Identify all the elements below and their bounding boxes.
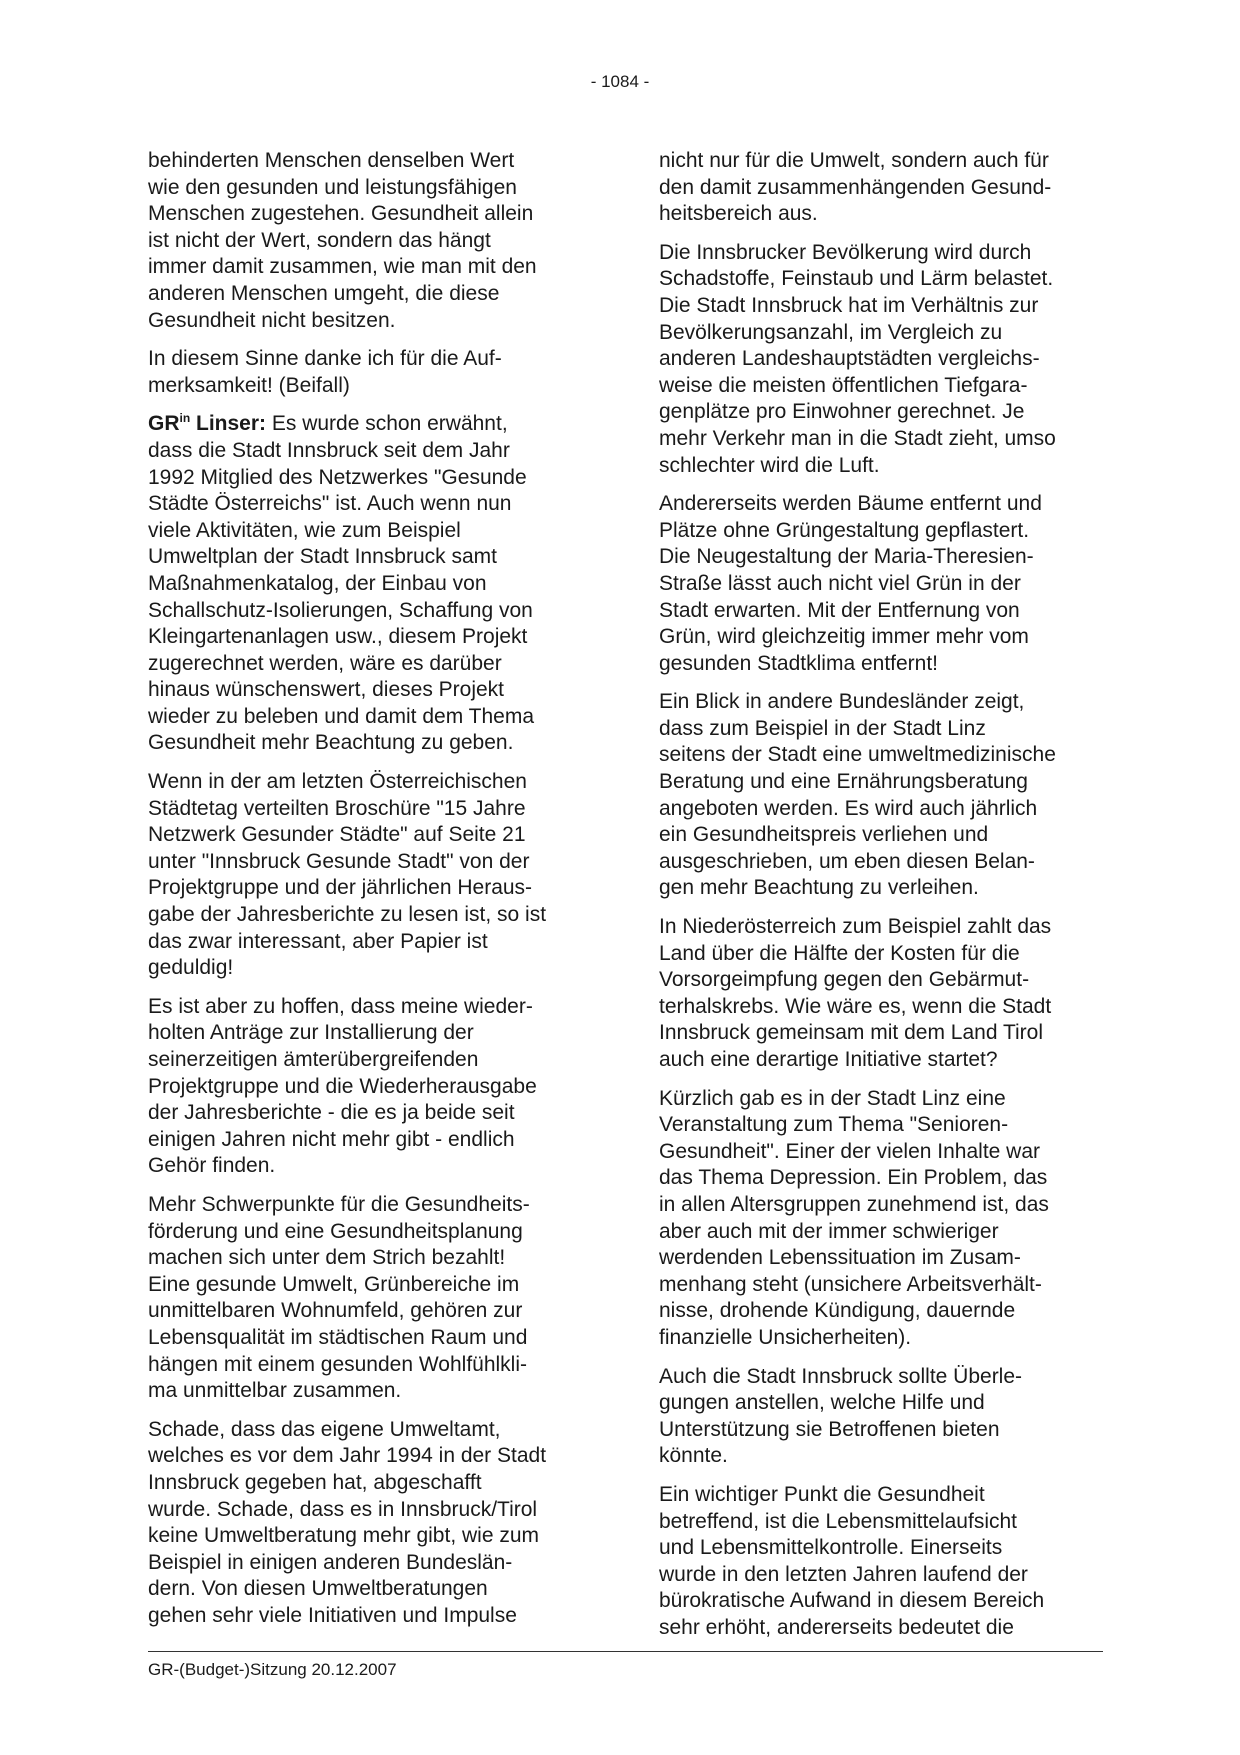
paragraph: Mehr Schwerpunkte für die Gesundheits- förderung und eine Gesundheitsplanung machen sich unter dem Strich bezahlt! Eine gesunde Umwelt, Grünbereiche im unmittelbaren Wohnumfeld, gehören zur Lebensqualität im städtischen Raum und hängen mit einem gesunden Wohlfühlkli- ma unmittelbar zusammen. [148, 1192, 530, 1403]
page-number: - 1084 - [590, 72, 650, 91]
paragraph: Schade, dass das eigene Umweltamt, welches es vor dem Jahr 1994 in der Stadt Innsbruck gegeben hat, abgeschafft wurde. Schade, dass es in Innsbruck/Tirol keine Umweltberatung mehr gibt, wie zum Beispiel in einigen anderen Bundeslän- dern. Von diesen Umweltberatungen gehen sehr viele Initiativen und Impulse [148, 1417, 547, 1627]
paragraph: behinderten Menschen denselben Wert wie den gesunden und leistungsfähigen Menschen zugestehen. Gesundheit allein ist nicht der Wert, sondern das hängt immer damit zusammen, wie man mit den anderen Menschen umgeht, die diese Gesundheit nicht besitzen. [148, 149, 537, 332]
speaker-paragraph [148, 411, 588, 757]
paragraph: Wenn in der am letzten Österreichischen Städtetag verteilten Broschüre "15 Jahre Netzwerk Gesunder Städte" auf Seite 21 unter "Innsbruck Gesunde Stadt" von der Projektgruppe und der jährlichen Heraus- gabe der Jahresberichte zu lesen ist, so ist das zwar interessant, aber Papier ist geduldig! [148, 770, 547, 980]
paragraph: Kürzlich gab es in der Stadt Linz eine Veranstaltung zum Thema "Senioren- Gesundheit". Einer der vielen Inhalte war das Thema Depression. Ein Problem, das in allen Altersgruppen zunehmend ist, das aber auch mit der immer schwieriger werdenden Lebenssituation im Zusam- menhang steht (unsichere Arbeitsverhält- nisse, drohende Kündigung, dauernde finanzielle Unsicherheiten). [659, 1086, 1049, 1349]
paragraph: Auch die Stadt Innsbruck sollte Überle- gungen anstellen, welche Hilfe und Unterstützung sie Betroffenen bieten könnte. [659, 1364, 1023, 1468]
paragraph: Ein Blick in andere Bundesländer zeigt, dass zum Beispiel in der Stadt Linz seitens der Stadt eine umweltmedizinische Beratung und eine Ernährungsberatung angeboten werden. Es wird auch jährlich ein Gesundheitspreis verliehen und ausgeschrieben, um eben diesen Belan- gen mehr Beachtung zu verleihen. [659, 690, 1056, 900]
speaker-name: Linser: [190, 412, 267, 436]
speaker-title: GR [148, 412, 180, 436]
paragraph: Ein wichtiger Punkt die Gesundheit betreffend, ist die Lebensmittelaufsicht und Lebensmittelkontrolle. Einerseits wurde in den letzten Jahren laufend der bürokratische Aufwand in diesem Bereich sehr erhöht, andererseits bedeutet die [659, 1482, 1045, 1639]
right-column [659, 148, 1099, 1653]
footer-text: GR-(Budget-)Sitzung 20.12.2007 [148, 1660, 397, 1679]
speech-text: Es wurde schon erwähnt, dass die Stadt Innsbruck seit dem Jahr 1992 Mitglied des Netzwerkes "Gesunde Städte Österreichs" ist. Auch wenn nun viele Aktivitäten, wie zum Beispiel Umweltplan der Stadt Innsbruck samt Maßnahmenkatalog, der Einbau von Schallschutz-Isolierungen, Schaffung von Kleingartenanlagen usw., diesem Projekt zugerechnet werden, wäre es darüber hinaus wünschenswert, dieses Projekt wieder zu beleben und damit dem Thema Gesundheit mehr Beachtung zu geben. [148, 412, 535, 755]
paragraph: nicht nur für die Umwelt, sondern auch für den damit zusammenhängenden Gesund- heitsbereich aus. [659, 149, 1052, 226]
paragraph: In Niederösterreich zum Beispiel zahlt das Land über die Hälfte der Kosten für die Vorsorgeimpfung gegen den Gebärmut- terhalskrebs. Wie wäre es, wenn die Stadt Innsbruck gemeinsam mit dem Land Tirol auch eine derartige Initiative startet? [659, 915, 1052, 1071]
speaker-title-suffix: in [179, 411, 191, 426]
paragraph: In diesem Sinne danke ich für die Auf- merksamkeit! (Beifall) [148, 347, 502, 397]
left-column [148, 148, 588, 1641]
paragraph: Andererseits werden Bäume entfernt und Plätze ohne Grüngestaltung gepflastert. Die Neugestaltung der Maria-Theresien- Straße lässt auch nicht viel Grün in der Stadt erwarten. Mit der Entfernung von Grün, wird gleichzeitig immer mehr vom gesunden Stadtklima entfernt! [659, 492, 1042, 675]
footer-divider [148, 1651, 1103, 1652]
speaker-label [148, 412, 266, 435]
paragraph: Die Innsbrucker Bevölkerung wird durch Schadstoffe, Feinstaub und Lärm belastet. Die Stadt Innsbruck hat im Verhältnis zur Bevölkerungsanzahl, im Vergleich zu anderen Landeshauptstädten vergleichs- weise die meisten öffentlichen Tiefgara- genplätze pro Einwohner gerechnet. Je mehr Verkehr man in die Stadt zieht, umso schlechter wird die Luft. [659, 240, 1056, 477]
paragraph: Es ist aber zu hoffen, dass meine wieder- holten Anträge zur Installierung der seinerzeitigen ämterübergreifenden Projektgruppe und die Wiederherausgabe der Jahresberichte - die es ja beide seit einigen Jahren nicht mehr gibt - endlich Gehör finden. [148, 994, 537, 1178]
